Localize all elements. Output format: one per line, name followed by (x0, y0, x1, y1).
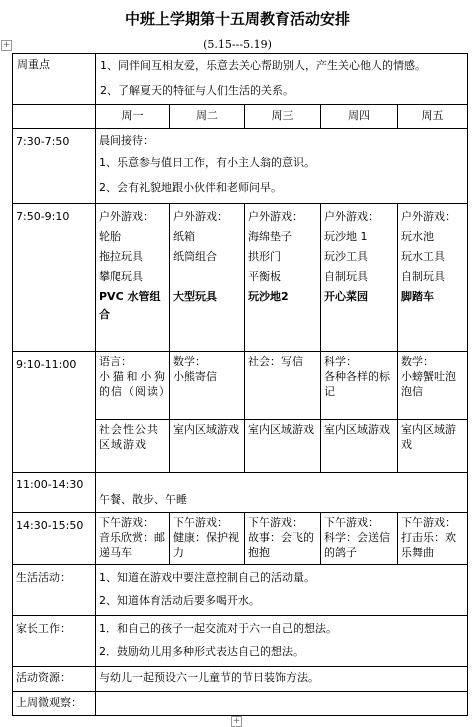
area-cell: 社会性公共区域游戏 (96, 420, 170, 473)
time-cell: 7:30-7:50 (13, 129, 96, 204)
parents-item: 1．和自己的孩子一起交流对于六一自己的想法。 (99, 622, 337, 635)
afternoon-content: 科学：会送信的鸽子 (324, 531, 390, 559)
day-header: 周五 (398, 105, 468, 129)
afternoon-cell (96, 513, 170, 565)
row-label: 上周微观察： (13, 692, 96, 716)
outdoor-highlight: 开心菜园 (324, 290, 368, 303)
area-cell: 室内区域游戏 (398, 420, 468, 473)
outdoor-cell (170, 204, 245, 352)
morning-content (96, 129, 468, 204)
outdoor-head: 户外游戏： (248, 210, 303, 223)
life-content (96, 565, 468, 616)
activity-content: 小螃蟹吐泡泡信 (401, 370, 456, 398)
page-title: 中班上学期第十五周教育活动安排 (124, 10, 350, 28)
table-resize-handle-icon[interactable]: + (232, 716, 241, 726)
activity-subject: 语言： (99, 355, 132, 368)
day-header-blank (13, 105, 96, 129)
outdoor-item: 玩水工具 (401, 250, 445, 263)
outdoor-item: 玩沙工具 (324, 250, 368, 263)
focus-item: 2、了解夏天的特征与人们生活的关系。 (100, 84, 294, 97)
noon-row (13, 473, 468, 513)
life-row (13, 565, 468, 616)
life-item: 2、知道体育活动后要多喝开水。 (99, 594, 260, 607)
activity-subject: 数学： (173, 355, 206, 368)
activity-content: 小猫和小狗的信（阅读） (99, 370, 171, 398)
time-cell: 9:10-11:00 (13, 352, 96, 473)
outdoor-highlight: 脚踏车 (401, 290, 434, 303)
outdoor-row (13, 204, 468, 352)
activity-cell (170, 352, 245, 420)
morning-row (13, 129, 468, 204)
life-item: 1、知道在游戏中要注意控制自己的活动量。 (99, 571, 315, 584)
day-header: 周二 (170, 105, 245, 129)
afternoon-head: 下午游戏： (401, 516, 456, 529)
afternoon-cell (321, 513, 398, 565)
morning-line: 2、会有礼貌地跟小伙伴和老师问早。 (99, 181, 282, 194)
afternoon-head: 下午游戏： (248, 516, 303, 529)
outdoor-item: 纸筒组合 (173, 250, 217, 263)
area-cell: 室内区域游戏 (245, 420, 321, 473)
outdoor-item: 海绵垫子 (248, 230, 292, 243)
time-cell: 11:00-14:30 (13, 473, 96, 513)
day-header: 周一 (96, 105, 170, 129)
outdoor-cell (96, 204, 170, 352)
afternoon-head: 下午游戏： (324, 516, 379, 529)
outdoor-highlight: PVC 水管组合 (99, 290, 161, 321)
afternoon-cell (245, 513, 321, 565)
table-move-handle-icon[interactable]: + (2, 40, 11, 50)
activity-subject: 数学： (401, 355, 434, 368)
row-label: 活动资源： (13, 667, 96, 692)
outdoor-head: 户外游戏： (173, 210, 228, 223)
observe-content[interactable] (96, 692, 468, 716)
activity-cell (321, 352, 398, 420)
outdoor-head: 户外游戏： (324, 210, 379, 223)
day-header: 周四 (321, 105, 398, 129)
noon-content: 午餐、散步、午睡 (96, 473, 468, 513)
focus-label: 周重点 (13, 54, 96, 105)
outdoor-cell (398, 204, 468, 352)
time-cell: 7:50-9:10 (13, 204, 96, 352)
outdoor-item: 攀爬玩具 (99, 270, 143, 283)
morning-line: 1、乐意参与值日工作，有小主人翁的意识。 (99, 156, 315, 169)
outdoor-item: 玩沙地 1 (324, 230, 368, 243)
outdoor-item: 平衡板 (248, 270, 281, 283)
outdoor-item: 轮胎 (99, 230, 121, 243)
outdoor-item: 拖拉玩具 (99, 250, 143, 263)
afternoon-cell (170, 513, 245, 565)
area-cell: 室内区域游戏 (321, 420, 398, 473)
outdoor-head: 户外游戏： (401, 210, 456, 223)
outdoor-item: 自制玩具 (324, 270, 368, 283)
resources-content: 与幼儿一起预设六一儿童节的节日装饰方法。 (96, 667, 468, 692)
outdoor-item (173, 268, 241, 286)
outdoor-item: 自制玩具 (401, 270, 445, 283)
row-label: 生活活动： (13, 565, 96, 616)
outdoor-highlight: 大型玩具 (173, 290, 217, 303)
afternoon-content: 打击乐：欢乐舞曲 (401, 531, 456, 559)
afternoon-content: 故事：会飞的抱抱 (248, 531, 314, 559)
afternoon-cell (398, 513, 468, 565)
day-header: 周三 (245, 105, 321, 129)
activity-cell (96, 352, 170, 420)
resources-row (13, 667, 468, 692)
parents-item: 2．鼓励幼儿用多种形式表达自己的想法。 (99, 645, 304, 658)
outdoor-item: 拱形门 (248, 250, 281, 263)
parents-row (13, 616, 468, 667)
outdoor-cell (321, 204, 398, 352)
time-cell: 14:30-15:50 (13, 513, 96, 565)
parents-content (96, 616, 468, 667)
activity-content: 小熊寄信 (173, 370, 217, 383)
outdoor-head: 户外游戏： (99, 210, 154, 223)
date-range: (5.15---5.19) (203, 38, 272, 51)
focus-content (96, 54, 468, 105)
day-header-row (13, 105, 468, 129)
activity-cell (245, 352, 321, 420)
activity-row (13, 352, 468, 420)
outdoor-cell (245, 204, 321, 352)
morning-line: 晨间接待： (99, 134, 154, 147)
activity-subject: 社会：写信 (248, 355, 303, 368)
focus-item: 1、同伴间互相友爱，乐意去关心帮助别人，产生关心他人的情感。 (100, 59, 426, 72)
row-label: 家长工作： (13, 616, 96, 667)
activity-cell (398, 352, 468, 420)
afternoon-head: 下午游戏： (99, 516, 154, 529)
afternoon-row (13, 513, 468, 565)
outdoor-highlight: 玩沙地2 (248, 290, 289, 303)
observe-row (13, 692, 468, 716)
focus-row (13, 54, 468, 105)
activity-content: 各种各样的标记 (324, 370, 390, 398)
area-cell: 室内区域游戏 (170, 420, 245, 473)
outdoor-item: 玩水池 (401, 230, 434, 243)
outdoor-item: 纸箱 (173, 230, 195, 243)
afternoon-content: 健康：保护视力 (173, 531, 239, 559)
afternoon-content: 音乐欣赏：邮递马车 (99, 531, 165, 559)
afternoon-head: 下午游戏： (173, 516, 228, 529)
weekly-plan-table (12, 53, 468, 716)
activity-subject: 科学： (324, 355, 357, 368)
